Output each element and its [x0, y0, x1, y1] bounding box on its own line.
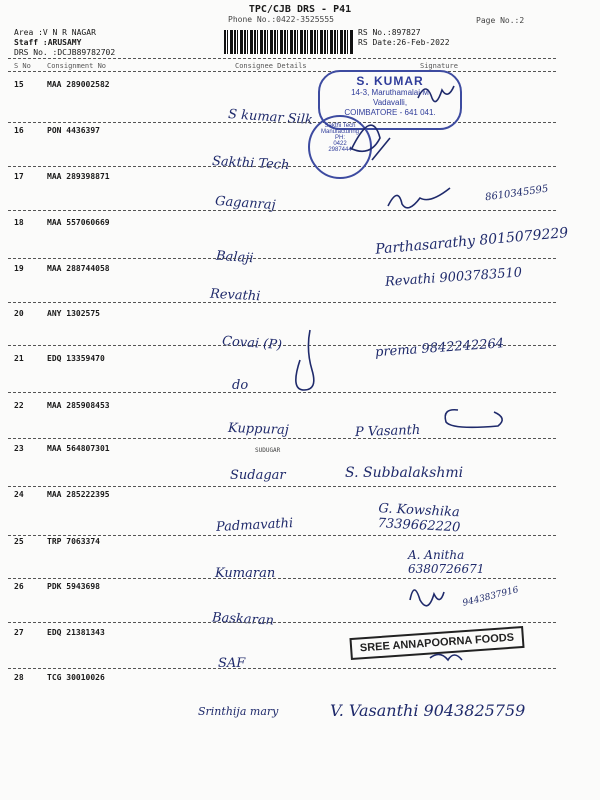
signature-scribble — [388, 188, 450, 208]
signature: A. Anitha 6380726671 — [408, 548, 485, 576]
col-sno-header: S No — [14, 62, 31, 70]
drs-title: TPC/CJB DRS - P41 — [248, 4, 352, 15]
signature: V. Vasanthi 9043825759 — [330, 701, 526, 720]
consignee-name: Sakthi Tech — [211, 153, 290, 174]
row-sno: 19 — [14, 264, 24, 273]
rs-number: RS No.:897827 — [358, 28, 421, 37]
row-sno: 28 — [14, 673, 24, 682]
row-consignment: MAA 289002582 — [47, 80, 110, 89]
signature-scribble — [445, 410, 502, 428]
signature: Revathi 9003783510 — [384, 265, 523, 290]
page-number: Page No.:2 — [476, 16, 525, 25]
area-field: Area :V N R NAGAR — [14, 28, 96, 37]
stamp-line: Sakthi Tech Manufacturing — [320, 123, 360, 135]
row-sno: 25 — [14, 537, 24, 546]
row-consignment: PON 4436397 — [47, 126, 100, 135]
signature-scribble — [430, 654, 462, 660]
signature-scribble — [410, 590, 444, 606]
row-sno: 21 — [14, 354, 24, 363]
row-consignment: MAA 285222395 — [47, 490, 110, 499]
signature-scribble — [350, 125, 390, 160]
row-sno: 20 — [14, 309, 24, 318]
rect-company-stamp: SREE ANNAPOORNA FOODS — [349, 626, 524, 660]
signature: prema 9842242264 — [374, 336, 505, 361]
row-consignment: EDQ 21381343 — [47, 628, 105, 637]
row-sno: 17 — [14, 172, 24, 181]
row-sno: 15 — [14, 80, 24, 89]
row-sno: 18 — [14, 218, 24, 227]
phone-number: Phone No.:0422-3525555 — [228, 15, 334, 24]
consignee-name: Gaganraj — [214, 193, 277, 214]
consignee-name: Srinthija mary — [198, 705, 279, 718]
stamp-line: COIMBATORE - 641 041. — [344, 108, 436, 117]
consignee-name: Covai (P) — [221, 333, 283, 354]
stamp-line: S. KUMAR — [356, 74, 424, 88]
row-consignment: MAA 564807301 — [47, 444, 110, 453]
signature: P Vasanth — [354, 422, 421, 441]
row-consignment: ANY 1302575 — [47, 309, 100, 318]
row-consignment: MAA 289398871 — [47, 172, 110, 181]
printed-name: SUDUGAR — [255, 447, 281, 454]
col-signature-header: Signature — [420, 62, 458, 70]
row-sno: 24 — [14, 490, 24, 499]
signature: S. Subbalakshmi — [345, 465, 464, 481]
consignee-name: SAF — [218, 656, 246, 671]
stamp-line: 14-3, Maruthamalai M — [351, 88, 429, 97]
signature: G. Kowshika 7339662220 — [377, 501, 461, 536]
row-sno: 23 — [14, 444, 24, 453]
signature: Parthasarathy 8015079229 — [374, 224, 569, 258]
consignee-name: Padmavathi — [215, 515, 294, 536]
row-sno: 26 — [14, 582, 24, 591]
rs-date: RS Date:26-Feb-2022 — [358, 38, 450, 47]
signature-phone: 8610345595 — [484, 183, 550, 204]
row-sno: 16 — [14, 126, 24, 135]
drs-number: DRS No. :DCJB89782702 — [14, 48, 116, 57]
stamp-line: Vadavalli, — [372, 98, 408, 107]
row-consignment: MAA 288744058 — [47, 264, 110, 273]
row-consignment: TCG 30010026 — [47, 673, 105, 682]
consignee-name: Sudagar — [230, 468, 286, 483]
stamp-line: 0422 — [333, 141, 347, 147]
signature-phone: 9443837916 — [461, 585, 520, 609]
staff-field: Staff :ARUSAMY — [14, 38, 82, 47]
row-sno: 22 — [14, 401, 24, 410]
stamp-line: 2987444 — [328, 147, 352, 153]
col-consignment-header: Consignment No — [47, 62, 107, 70]
col-details-header: Consignee Details — [235, 62, 307, 70]
signature-scribble — [296, 330, 314, 390]
consignee-name: Kumaran — [215, 566, 276, 581]
row-consignment: PDK 5943698 — [47, 582, 100, 591]
consignee-name: Baskaran — [211, 610, 275, 629]
consignee-name: Revathi — [209, 286, 261, 305]
ditto-mark: do — [232, 378, 249, 393]
row-consignment: EDQ 13359470 — [47, 354, 105, 363]
row-consignment: MAA 557060669 — [47, 218, 110, 227]
consignee-name: S kumar Silk — [227, 107, 314, 128]
consignee-name: Kuppuraj — [227, 420, 290, 439]
row-consignment: MAA 285908453 — [47, 401, 110, 410]
consignee-name: Balaji — [215, 248, 254, 267]
stamp-line: PH: — [334, 135, 345, 141]
signature-scribble — [418, 86, 454, 102]
row-sno: 27 — [14, 628, 24, 637]
row-consignment: TRP 7063374 — [47, 537, 100, 546]
